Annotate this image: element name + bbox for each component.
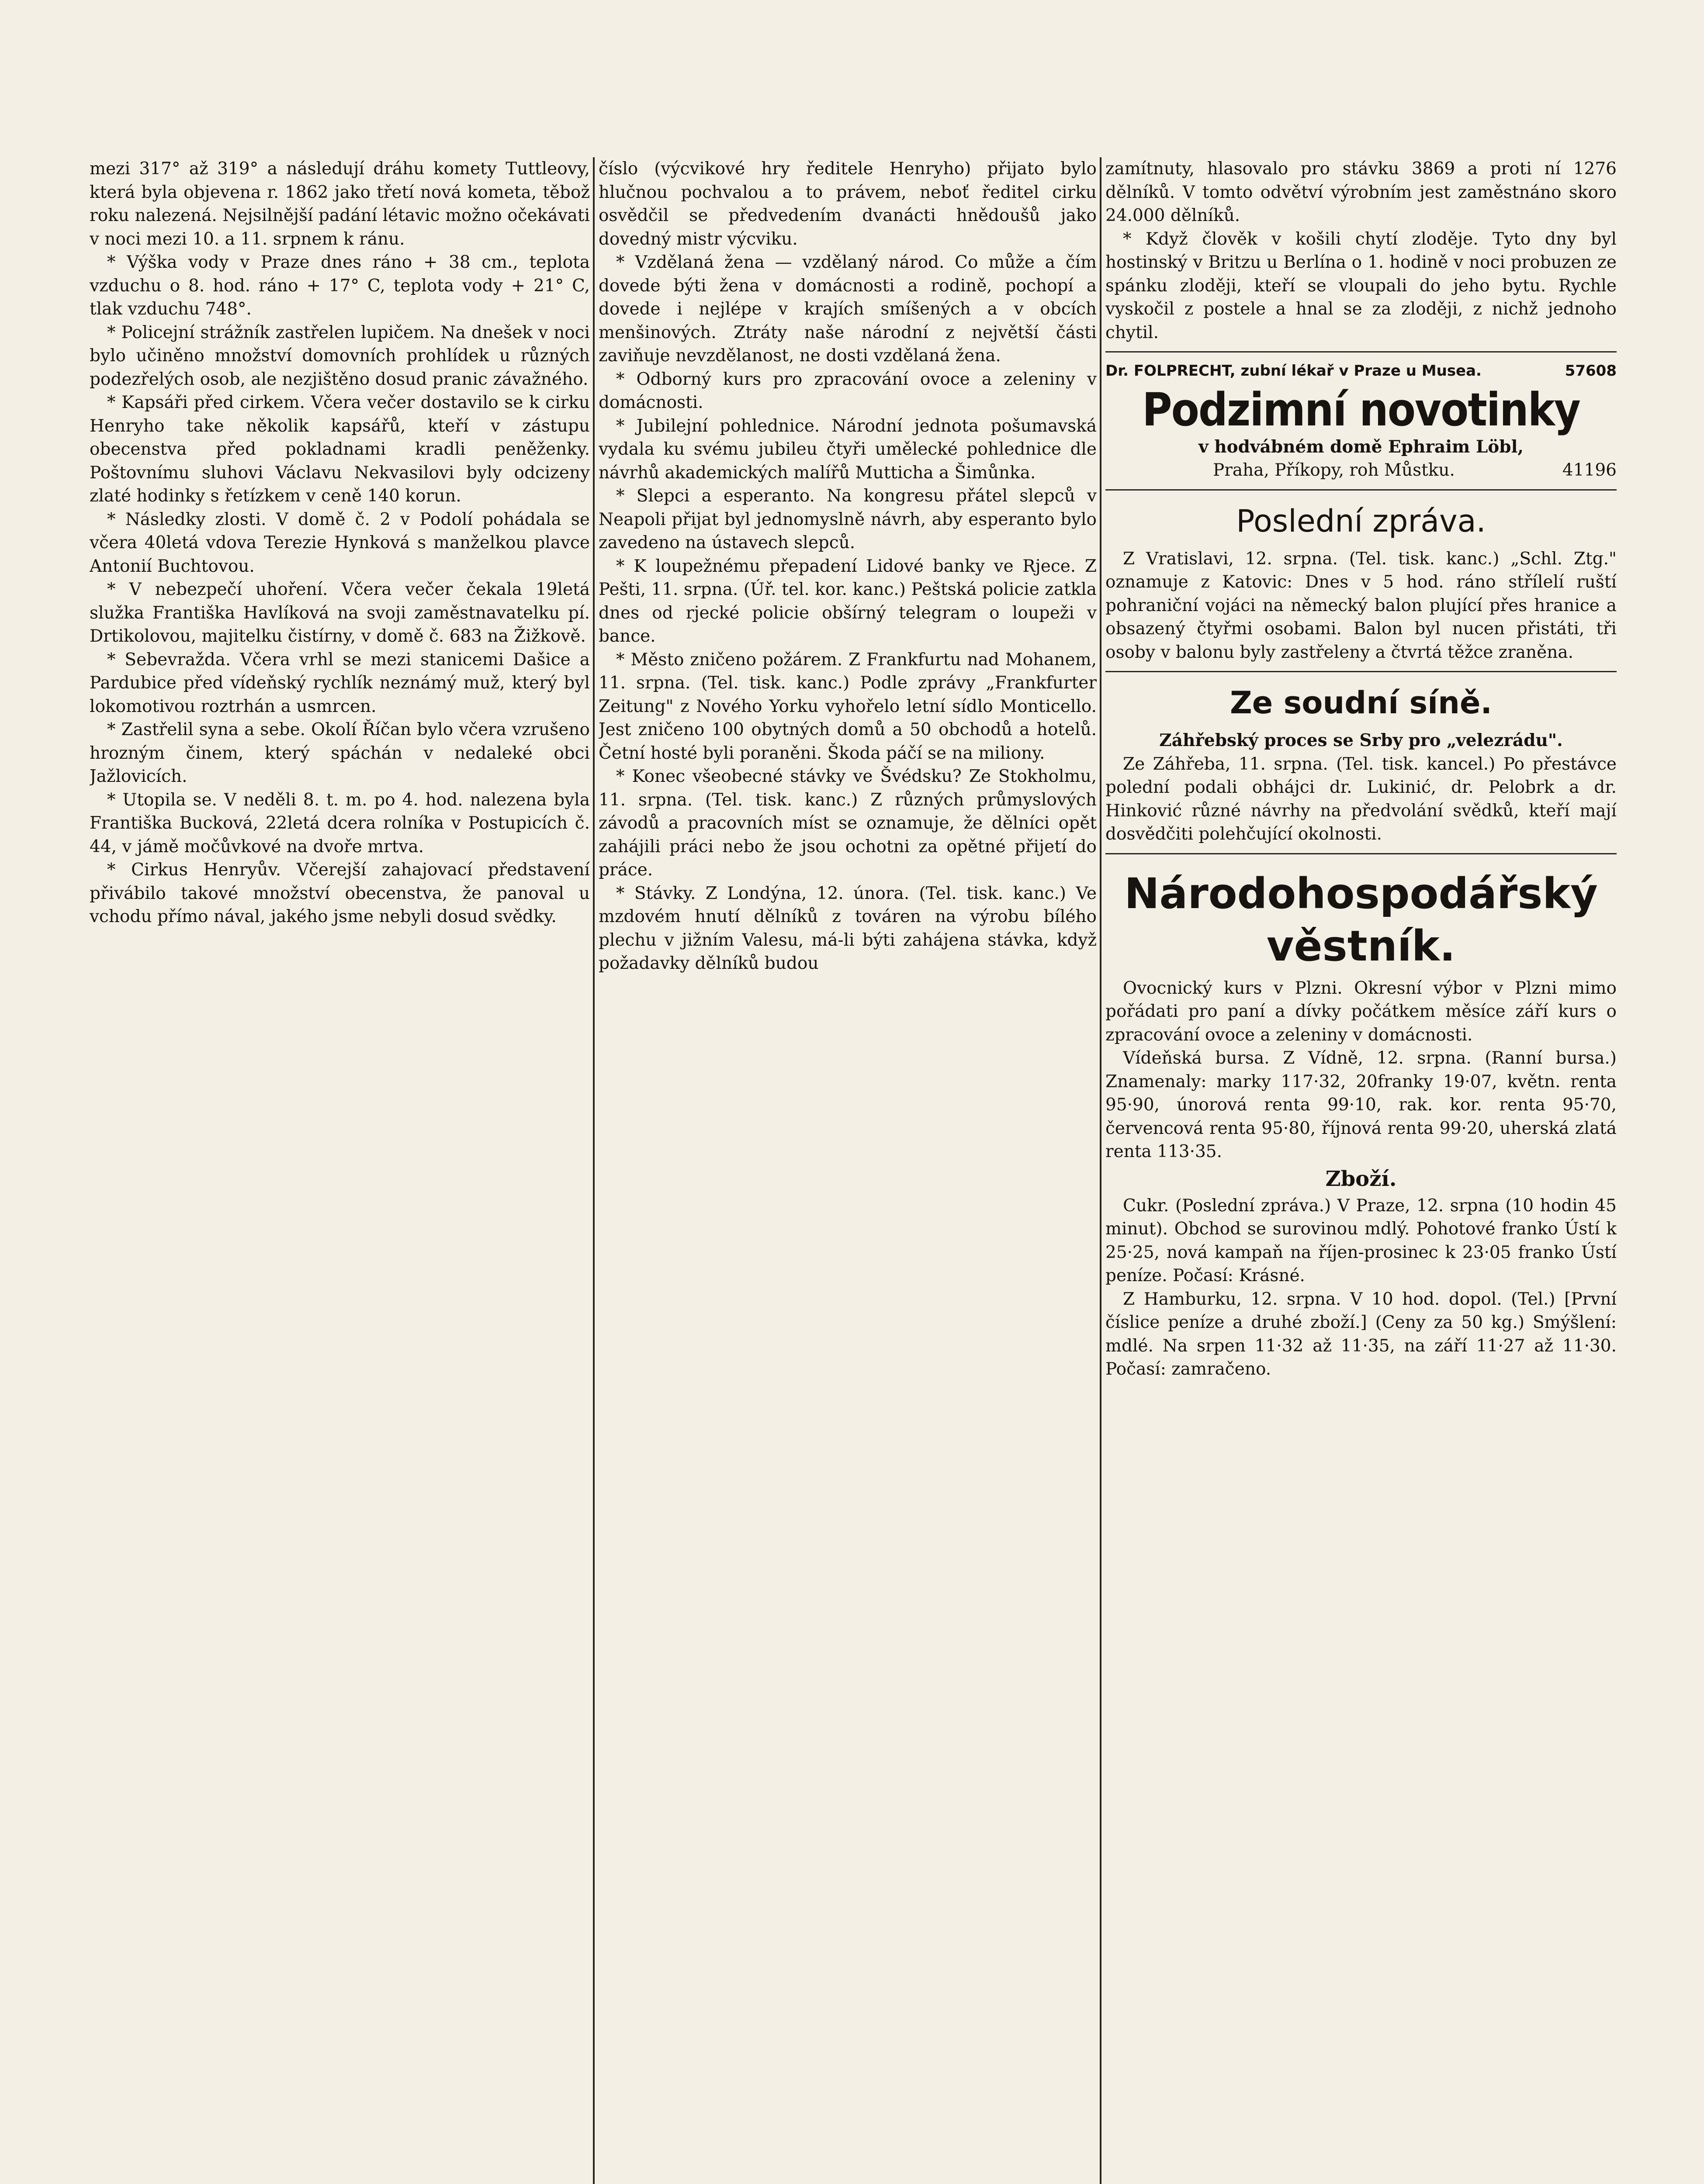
article-paragraph: * Následky zlosti. V domě č. 2 v Podolí pohádala se včera 40letá vdova Terezie Hynková s manželkou plavce Antonií Buchtovou.: [90, 509, 590, 576]
article-paragraph: * Utopila se. V neděli 8. t. m. po 4. hod. nalezena byla Františka Bucková, 22letá dcera rolníka v Postupicích č. 44, v jámě močůvkové na dvoře mrtva.: [90, 790, 590, 857]
article-paragraph: Ze Záhřeba, 11. srpna. (Tel. tisk. kancel.) Po přestávce polední podali obhájci dr. Lukinić, dr. Pelobrk a dr. Hinković různé návrhy na předvolání svědků, kteří mají dosvědčiti polehčující okolnosti.: [1105, 754, 1617, 844]
ad-address: Praha, Příkopy, roh Můstku. 41196: [1213, 460, 1617, 480]
column-2: [599, 157, 1097, 2184]
article-paragraph: * Policejní strážník zastřelen lupičem. Na dnešek v noci bylo učiněno množství domovních prohlídek u různých podezřelých osob, ale nezjištěno dosud pranic závažného.: [90, 322, 590, 389]
article-paragraph: * Kapsáři před cirkem. Včera večer dostavilo se k cirku Henryho take několik kapsářů, kteří v zástupu obecenstva před pokladnami kradli peněženky. Poštovnímu sluhovi Václavu Nekvasilovi byly odcizeny zlaté hodinky s řetízkem v ceně 140 korun.: [90, 393, 590, 506]
article-paragraph: číslo (výcvikové hry ředitele Henryho) přijato bylo hlučnou pochvalou a to právem, neboť ředitel cirku osvědčil se předvedením dvanácti hnědoušů jako dovedný mistr výcviku.: [599, 159, 1097, 249]
article-paragraph: Vídeňská bursa. Z Vídně, 12. srpna. (Ranní bursa.) Znamenaly: marky 117·32, 20franky 19·07, květn. renta 95·90, únorová renta 99·10, rak. kor. renta 95·70, červencová renta 95·80, říjnová renta 99·20, uherská zlatá renta 113·35.: [1105, 1048, 1617, 1161]
divider: [1105, 489, 1617, 491]
article-paragraph: Z Vratislavi, 12. srpna. (Tel. tisk. kanc.) „Schl. Ztg." oznamuje z Katovic: Dnes v 5 hod. ráno střílelí ruští pohraniční vojáci na německý balon plující přes hranice a obsazený čtyřmi osobami. Balon byl nucen přistáti, tři osoby v balonu byly zastřeleny a čtvrtá těžce zraněna.: [1105, 549, 1617, 662]
article-paragraph: * Odborný kurs pro zpracování ovoce a zeleniny v domácnosti.: [599, 369, 1097, 412]
article-paragraph: * Výška vody v Praze dnes ráno + 38 cm., teplota vzduchu o 8. hod. ráno + 17° C, teplota vody + 21° C, tlak vzduchu 748°.: [90, 252, 590, 319]
article-paragraph: * Cirkus Henryův. Včerejší zahajovací představení přivábilo takové množství obecenstva, že panoval u vchodu přímo nával, jakého jsme nebyli dosud svědky.: [90, 860, 590, 926]
article-paragraph: * Město zničeno požárem. Z Frankfurtu nad Mohanem, 11. srpna. (Tel. tisk. kanc.) Podle zprávy „Frankfurter Zeitung" z Nového Yorku vyhořelo letní sídlo Monticello. Jest zničeno 100 obytných domů a 50 obchodů a hotelů. Četní hosté byli poraněni. Škoda páčí se na miliony.: [599, 650, 1097, 763]
article-paragraph: * Jubilejní pohlednice. Národní jednota pošumavská vydala ku svému jubileu čtyři umělecké pohlednice dle návrhů akademických malířů Mutticha a Šimůnka.: [599, 416, 1097, 483]
column-3: [1105, 157, 1617, 2184]
article-paragraph: * V nebezpečí uhoření. Včera večer čekala 19letá služka Františka Havlíková na svoji zaměstnavatelku pí. Drtikolovou, majitelku čistírny, v domě č. 683 na Žižkově.: [90, 580, 590, 646]
section-subheading: Zboží.: [1325, 1166, 1397, 1191]
article-paragraph: * Slepci a esperanto. Na kongresu přátel slepců v Neapoli přijat byl jednomyslně návrh, aby esperanto bylo zavedeno na ústavech slepců.: [599, 486, 1097, 553]
section-heading: Poslední zpráva.: [1236, 503, 1486, 539]
divider: [1105, 853, 1617, 854]
divider: [1105, 671, 1617, 672]
article-paragraph: zamítnuty, hlasovalo pro stávku 3869 a proti ní 1276 dělníků. V tomto odvětví výrobním jest zaměstnáno skoro 24.000 dělníků.: [1105, 159, 1617, 225]
ad-dentist: Dr. FOLPRECHT, zubní lékař v Praze u Musea. 57608: [1105, 362, 1617, 380]
article-paragraph: * Zastřelil syna a sebe. Okolí Říčan bylo včera vzrušeno hrozným činem, který spáchán v nedaleké obci Jažlovicích.: [90, 720, 590, 786]
section-heading: Ze soudní síně.: [1230, 685, 1493, 721]
section-heading: Národohospodářský věstník.: [1124, 869, 1598, 971]
article-paragraph: * Konec všeobecné stávky ve Švédsku? Ze Stokholmu, 11. srpna. (Tel. tisk. kanc.) Z různých průmyslových závodů a pracovních míst se oznamuje, že dělníci opět zahájili práci nebo že jsou ochotni za opětné přijetí do práce.: [599, 767, 1097, 880]
article-paragraph: * K loupežnému přepadení Lidové banky ve Rjece. Z Pešti, 11. srpna. (Úř. tel. kor. kanc.) Peštská policie zatkla dnes od rjecké policie obšírný telegram o loupeži v bance.: [599, 556, 1097, 646]
article-paragraph: Z Hamburku, 12. srpna. V 10 hod. dopol. (Tel.) [První číslice peníze a druhé zboží.] (Ceny za 50 kg.) Smýšlení: mdlé. Na srpen 11·32 až 11·35, na září 11·27 až 11·30. Počasí: zamračeno.: [1105, 1289, 1617, 1379]
article-paragraph: Cukr. (Poslední zpráva.) V Praze, 12. srpna (10 hodin 45 minut). Obchod se surovinou mdlý. Pohotové franko Ústí k 25·25, nová kampaň na říjen-prosinec k 23·05 franko Ústí peníze. Počasí: Krásné.: [1105, 1196, 1617, 1286]
ad-masthead: Podzimní novotinky: [1142, 383, 1580, 436]
article-paragraph: Ovocnický kurs v Plzni. Okresní výbor v Plzni mimo pořádati pro paní a dívky počátkem měsíce září kurs o zpracování ovoce a zeleniny v domácnosti.: [1105, 978, 1617, 1045]
article-paragraph: * Sebevražda. Včera vrhl se mezi stanicemi Dašice a Pardubice před vídeňský rychlík neznámý muž, který byl lokomotivou roztrhán a usmrcen.: [90, 650, 590, 716]
article-paragraph: mezi 317° až 319° a následují dráhu komety Tuttleovy, která byla objevena r. 1862 jako třetí nová kometa, těbož roku nalezená. Nejsilnější padání létavic možno očekávati v noci mezi 10. a 11. srpnem k ránu.: [90, 159, 590, 249]
ad-line: v hodvábném domě Ephraim Löbl,: [1198, 436, 1524, 457]
column-divider: [593, 157, 595, 2184]
section-subheading: Záhřebský proces se Srby pro „velezrádu".: [1159, 730, 1563, 750]
divider: [1105, 351, 1617, 352]
column-1: [90, 157, 590, 2184]
column-divider: [1100, 157, 1101, 2184]
article-paragraph: * Vzdělaná žena — vzdělaný národ. Co může a čím dovede býti žena v domácnosti a rodině, pochopí a dovede i nejlépe v krajích smíšených a v obcích menšinových. Ztráty naše národní z největší části zaviňuje nevzdělanost, ne dosti vzdělaná žena.: [599, 252, 1097, 366]
article-paragraph: * Stávky. Z Londýna, 12. února. (Tel. tisk. kanc.) Ve mzdovém hnutí dělníků z továren na výrobu bílého plechu v jižním Valesu, má-li býti zahájena stávka, když požadavky dělníků budou: [599, 883, 1097, 973]
article-paragraph: * Když člověk v košili chytí zloděje. Tyto dny byl hostinský v Britzu u Berlína o 1. hodině v noci probuzen ze spánku zloději, kteří se vloupali do jeho bytu. Rychle vyskočil z postele a hnal se za zloději, z nichž jednoho chytil.: [1105, 229, 1617, 342]
